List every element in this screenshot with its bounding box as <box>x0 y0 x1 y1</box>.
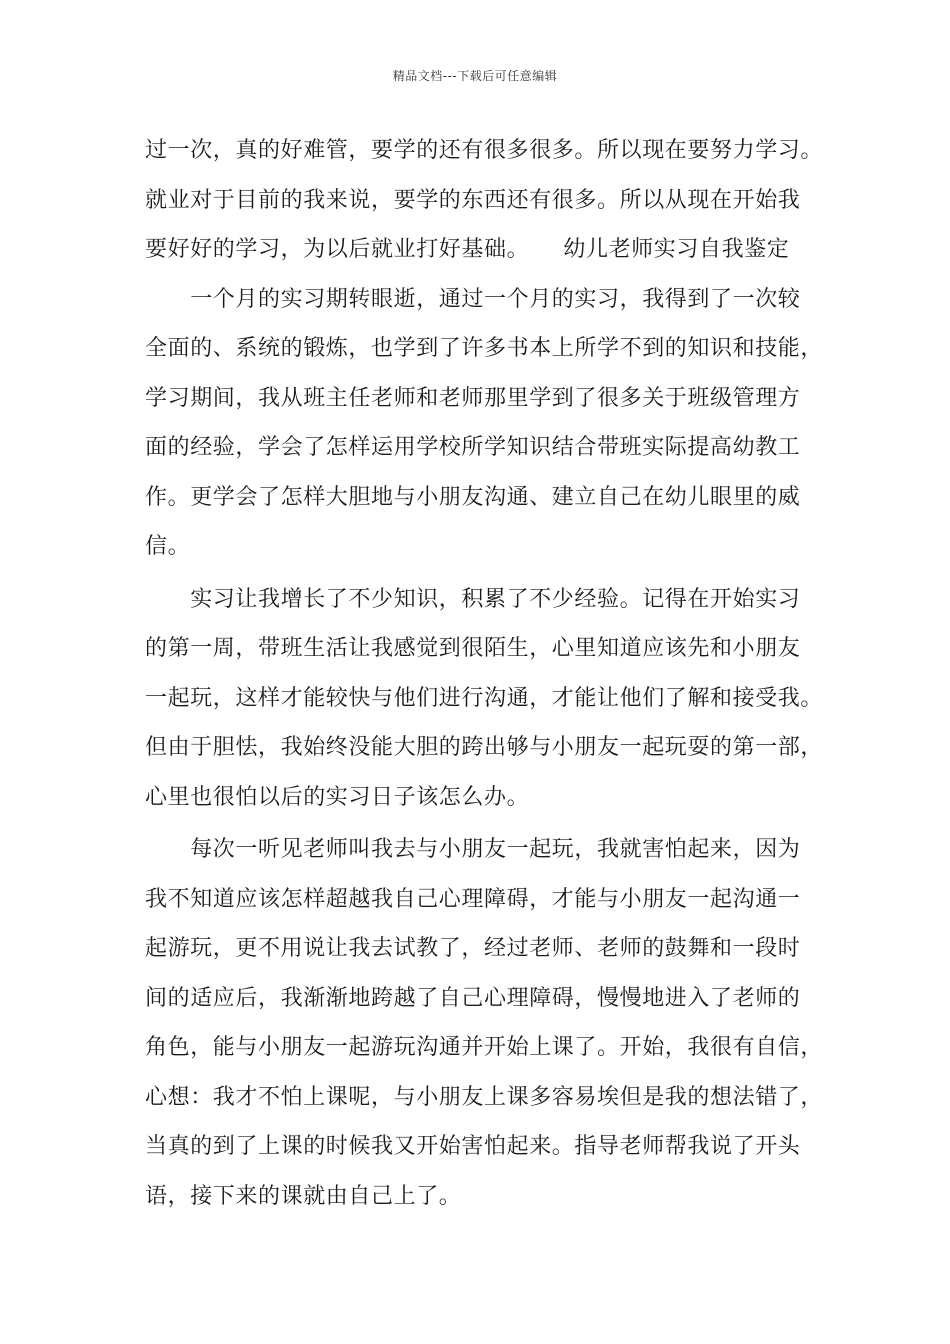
text-line: 作。更学会了怎样大胆地与小朋友沟通、建立自己在幼儿眼里的威 <box>145 484 801 510</box>
text-line: 面的经验，学会了怎样运用学校所学知识结合带班实际提高幼教工 <box>145 435 801 460</box>
text-line: 全面的、系统的锻炼，也学到了许多书本上所学不到的知识和技能， <box>145 336 824 361</box>
paragraph <box>145 126 825 275</box>
text-line: 一个月的实习期转眼逝，通过一个月的实习，我得到了一次较 <box>145 286 801 312</box>
text-line: 过一次，真的好难管，要学的还有很多很多。所以现在要努力学习。 <box>145 138 824 163</box>
document-body <box>145 126 825 1221</box>
text-line: 心想：我才不怕上课呢，与小朋友上课多容易埃但是我的想法错了， <box>145 1084 824 1110</box>
text-line: 就业对于目前的我来说，要学的东西还有很多。所以从现在开始我 <box>145 187 801 213</box>
paragraph <box>145 825 825 1221</box>
text-line: 学习期间，我从班主任老师和老师那里学到了很多关于班级管理方 <box>145 385 801 411</box>
paragraph <box>145 575 825 823</box>
text-line: 的第一周，带班生活让我感觉到很陌生，心里知道应该先和小朋友 <box>145 636 801 661</box>
text-line: 一起玩，这样才能较快与他们进行沟通，才能让他们了解和接受我。 <box>145 685 824 711</box>
text-line: 但由于胆怯，我始终没能大胆的跨出够与小朋友一起玩耍的第一部， <box>145 735 824 760</box>
paragraph <box>145 275 825 572</box>
text-line: 实习让我增长了不少知识，积累了不少经验。记得在开始实习 <box>145 586 801 612</box>
text-line: 语，接下来的课就由自己上了。 <box>145 1183 462 1209</box>
text-line: 起游玩，更不用说让我去试教了，经过老师、老师的鼓舞和一段时 <box>145 936 801 961</box>
page-header: 精品文档---下载后可任意编辑 <box>392 69 558 83</box>
text-line: 角色，能与小朋友一起游玩沟通并开始上课了。开始，我很有自信， <box>145 1035 824 1060</box>
text-line: 每次一听见老师叫我去与小朋友一起玩，我就害怕起来，因为 <box>145 837 801 862</box>
text-line: 当真的到了上课的时候我又开始害怕起来。指导老师帮我说了开头 <box>145 1134 801 1159</box>
text-line: 我不知道应该怎样超越我自己心理障碍，才能与小朋友一起沟通一 <box>145 886 801 912</box>
text-line: 间的适应后，我渐渐地跨越了自己心理障碍，慢慢地进入了老师的 <box>145 985 801 1011</box>
text-line: 心里也很怕以后的实习日子该怎么办。 <box>145 784 530 810</box>
text-line: 信。 <box>145 534 191 559</box>
text-line: 要好好的学习，为以后就业打好基础。 幼儿老师实习自我鉴定 <box>145 237 790 262</box>
